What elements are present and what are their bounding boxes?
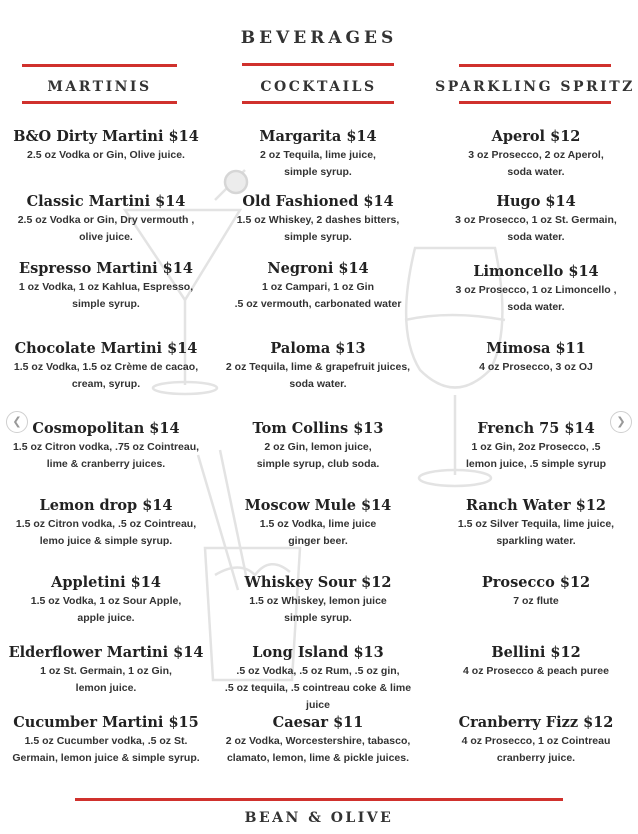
menu-item-spritz	[430, 643, 638, 680]
menu-item-martinis	[0, 127, 212, 164]
drink-name: Prosecco $12	[481, 574, 591, 591]
column-rule-bottom-cocktails	[242, 101, 394, 104]
menu-item-cocktails	[212, 713, 424, 767]
drink-name: Margarita $14	[259, 128, 377, 145]
drink-ingredients: 1 oz Gin, 2oz Prosecco, .5 lemon juice, .5 simple syrup	[465, 441, 607, 470]
column-rule-bottom-spritz	[459, 101, 611, 104]
drink-name: Long Island $13	[252, 644, 384, 661]
chevron-left-icon[interactable]: ❮	[6, 411, 28, 433]
title-underline	[242, 63, 394, 66]
drink-ingredients: 2 oz Tequila, lime juice, simple syrup.	[260, 149, 376, 178]
drink-name: Old Fashioned $14	[242, 193, 394, 210]
menu-item-martinis	[0, 259, 212, 313]
menu-item-cocktails	[212, 127, 424, 181]
drink-name: Cosmopolitan $14	[32, 420, 180, 437]
menu-item-martinis	[0, 419, 212, 473]
column-rule-top-martinis	[22, 64, 177, 67]
drink-ingredients: 4 oz Prosecco, 1 oz Cointreau cranberry juice.	[461, 735, 611, 764]
menu-item-cocktails	[212, 573, 424, 627]
footer-rule	[75, 798, 563, 801]
drink-name: Whiskey Sour $12	[244, 574, 392, 591]
menu-item-martinis	[0, 496, 212, 550]
drink-ingredients: 4 oz Prosecco & peach puree	[463, 665, 609, 677]
chevron-right-icon[interactable]: ❯	[610, 411, 632, 433]
menu-item-cocktails	[212, 339, 424, 393]
drink-name: Limoncello $14	[473, 263, 599, 280]
drink-ingredients: 1.5 oz Whiskey, 2 dashes bitters, simple syrup.	[236, 214, 400, 243]
drink-ingredients: 1.5 oz Vodka, 1 oz Sour Apple, apple juice.	[30, 595, 182, 624]
drink-ingredients: 1 oz St. Germain, 1 oz Gin, lemon juice.	[40, 665, 172, 694]
drink-name: Cucumber Martini $15	[13, 714, 199, 731]
drink-ingredients: 3 oz Prosecco, 1 oz Limoncello , soda water.	[455, 284, 617, 313]
menu-item-spritz	[430, 713, 638, 767]
drink-ingredients: 1.5 oz Vodka, lime juice ginger beer.	[259, 518, 377, 547]
drink-ingredients: .5 oz Vodka, .5 oz Rum, .5 oz gin, .5 oz tequila, .5 cointreau coke & lime juice	[224, 665, 412, 711]
menu-item-spritz	[430, 496, 638, 550]
menu-item-cocktails	[212, 419, 424, 473]
menu-item-cocktails	[212, 643, 424, 714]
drink-name: Mimosa $11	[486, 340, 586, 357]
menu-item-martinis	[0, 192, 212, 246]
drink-name: Classic Martini $14	[26, 193, 186, 210]
menu-item-cocktails	[212, 259, 424, 313]
drink-ingredients: 1.5 oz Citron vodka, .75 oz Cointreau, lime & cranberry juices.	[12, 441, 200, 470]
martinis-heading: MARTINIS	[47, 79, 152, 95]
drink-name: Hugo $14	[496, 193, 576, 210]
drink-name: Paloma $13	[270, 340, 366, 357]
menu-item-spritz	[430, 573, 638, 610]
drink-name: B&O Dirty Martini $14	[13, 128, 199, 145]
column-rule-top-spritz	[459, 64, 611, 67]
drink-ingredients: 1.5 oz Citron vodka, .5 oz Cointreau, lemo juice & simple syrup.	[15, 518, 197, 547]
drink-ingredients: 1.5 oz Vodka, 1.5 oz Crème de cacao, cream, syrup.	[13, 361, 199, 390]
drink-ingredients: 3 oz Prosecco, 2 oz Aperol, soda water.	[468, 149, 604, 178]
drink-name: Ranch Water $12	[465, 497, 607, 514]
menu-item-spritz	[430, 262, 638, 316]
drink-name: Elderflower Martini $14	[8, 644, 204, 661]
drink-name: Tom Collins $13	[252, 420, 384, 437]
cocktails-heading: COCKTAILS	[260, 79, 377, 95]
drink-ingredients: 4 oz Prosecco, 3 oz OJ	[479, 361, 593, 373]
footer-brand: BEAN & OLIVE	[244, 810, 394, 826]
drink-name: French 75 $14	[477, 420, 595, 437]
drink-name: Aperol $12	[491, 128, 581, 145]
drink-ingredients: 2 oz Vodka, Worcestershire, tabasco, clamato, lemon, lime & pickle juices.	[225, 735, 411, 764]
drink-name: Chocolate Martini $14	[14, 340, 198, 357]
drink-name: Caesar $11	[272, 714, 364, 731]
drink-ingredients: 1 oz Vodka, 1 oz Kahlua, Espresso, simple syrup.	[18, 281, 194, 310]
drink-name: Bellini $12	[491, 644, 581, 661]
column-rule-bottom-martinis	[22, 101, 177, 104]
drink-ingredients: 1.5 oz Whiskey, lemon juice simple syrup.	[249, 595, 387, 624]
menu-item-martinis	[0, 573, 212, 627]
drink-ingredients: 1 oz Campari, 1 oz Gin .5 oz vermouth, carbonated water	[234, 281, 402, 310]
drink-ingredients: 7 oz flute	[513, 595, 559, 607]
drink-name: Cranberry Fizz $12	[458, 714, 614, 731]
drink-ingredients: 1.5 oz Cucumber vodka, .5 oz St. Germain, lemon juice & simple syrup.	[12, 735, 200, 764]
drink-ingredients: 2.5 oz Vodka or Gin, Olive juice.	[27, 149, 185, 161]
drink-name: Negroni $14	[267, 260, 369, 277]
drink-ingredients: 2.5 oz Vodka or Gin, Dry vermouth , olive juice.	[17, 214, 195, 243]
drink-ingredients: 3 oz Prosecco, 1 oz St. Germain, soda water.	[455, 214, 617, 243]
menu-item-spritz	[430, 192, 638, 246]
drink-ingredients: 2 oz Tequila, lime & grapefruit juices, soda water.	[225, 361, 411, 390]
drink-name: Moscow Mule $14	[244, 497, 392, 514]
menu-item-cocktails	[212, 496, 424, 550]
menu-item-spritz	[430, 127, 638, 181]
menu-item-cocktails	[212, 192, 424, 246]
menu-item-spritz	[430, 339, 638, 376]
page-title: BEVERAGES	[240, 28, 398, 48]
menu-item-martinis	[0, 643, 212, 697]
drink-ingredients: 1.5 oz Silver Tequila, lime juice, sparkling water.	[457, 518, 615, 547]
drink-ingredients: 2 oz Gin, lemon juice, simple syrup, club soda.	[256, 441, 380, 470]
menu-item-spritz	[430, 419, 638, 473]
menu-item-martinis	[0, 339, 212, 393]
menu-item-martinis	[0, 713, 212, 767]
drink-name: Lemon drop $14	[39, 497, 173, 514]
drink-name: Appletini $14	[51, 574, 161, 591]
sparkling-spritz-heading: SPARKLING SPRITZ	[435, 79, 635, 95]
drink-name: Espresso Martini $14	[19, 260, 193, 277]
